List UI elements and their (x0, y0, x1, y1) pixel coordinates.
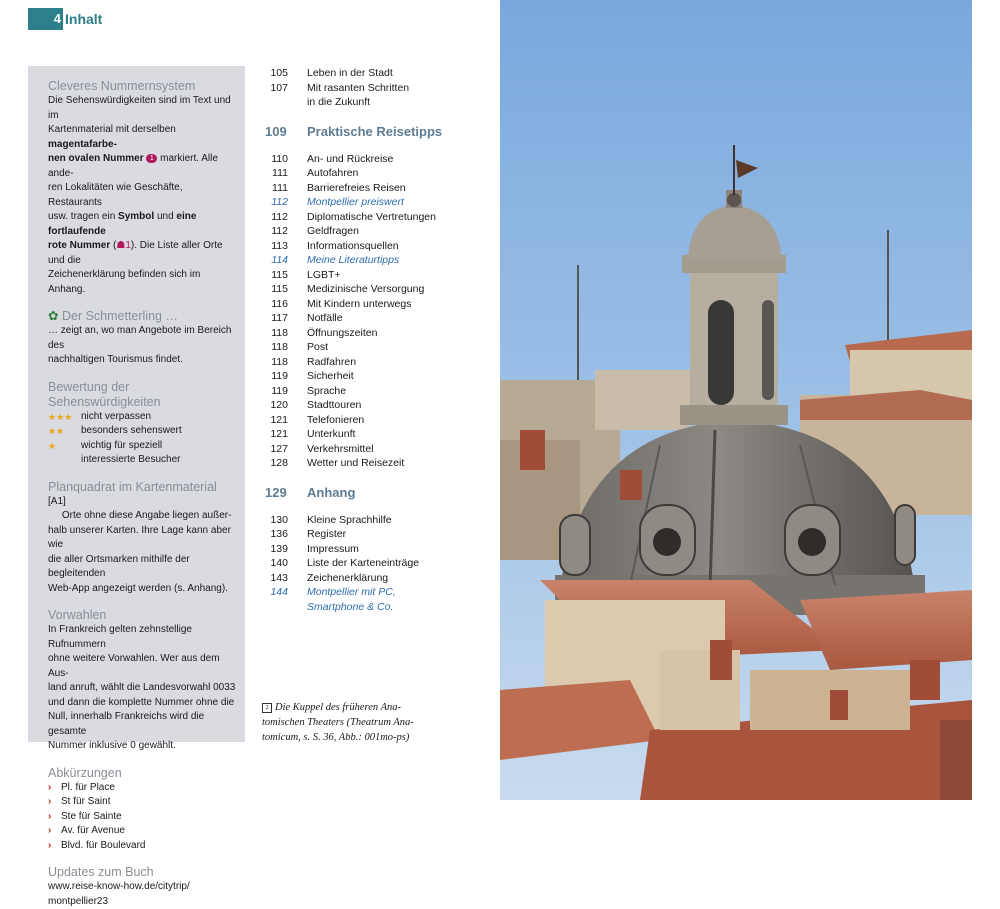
text-line: … zeigt an, wo man Angebote im Bereich des (48, 325, 232, 351)
abbreviation-item (48, 810, 239, 825)
toc-title: Autofahren (307, 167, 359, 179)
url-line[interactable]: montpellier23 (48, 895, 109, 907)
text-line: Kartenmaterial mit derselben (48, 124, 176, 135)
toc-title: Mit Kindern unterwegs (307, 297, 412, 310)
star-icon: ★★ (48, 426, 65, 436)
grid-ref-label: [A1] (48, 495, 66, 507)
schmetterling-heading (48, 309, 239, 324)
toc-title: Montpellier mit PC, (307, 586, 396, 598)
toc-entry[interactable] (262, 413, 482, 428)
toc-page: 130 (270, 513, 288, 526)
toc-section-page: 129 (265, 484, 287, 500)
rating-row (48, 410, 239, 425)
rating-label: interessierte Besucher (81, 454, 181, 465)
dome-photo-illustration (500, 0, 972, 800)
toc-entry[interactable] (262, 311, 482, 326)
page-title: Inhalt (65, 11, 103, 27)
star-icon: ★★★ (48, 411, 73, 422)
toc-list-reisetipps (262, 152, 482, 471)
toc-page: 121 (270, 413, 288, 426)
toc-title: Unterkunft (307, 428, 356, 440)
toc-entry[interactable] (262, 326, 482, 341)
toc-entry[interactable] (262, 340, 482, 355)
text-line: und (154, 211, 177, 222)
abbreviation-text: Av. für Avenue (61, 825, 125, 836)
toc-entry[interactable] (262, 66, 482, 81)
planquadrat-section (48, 480, 239, 597)
toc-page: 143 (270, 571, 288, 584)
toc-page: 139 (270, 542, 288, 555)
text-line: und dann die komplette Nummer ohne die (48, 696, 235, 708)
text-bold: nen ovalen Nummer (48, 153, 147, 164)
toc-page: 118 (271, 341, 288, 353)
bewertung-heading (48, 380, 239, 410)
red-number-icon: ☗ (116, 240, 126, 251)
heading-text: Bewertung der (48, 379, 130, 394)
toc-entry[interactable] (262, 585, 482, 600)
photo-caption (262, 700, 467, 745)
planquadrat-heading: Planquadrat im Kartenmaterial (48, 479, 217, 494)
toc-page: 127 (270, 442, 288, 455)
toc-page: 115 (271, 268, 288, 281)
text-line: Die Sehenswürdigkeiten sind im Text und im (48, 95, 231, 121)
text-line: Web-App angezeigt werden (s. Anhang). (48, 582, 228, 594)
abbreviation-text: Ste für Sainte (61, 810, 122, 822)
toc-title: Verkehrsmittel (307, 442, 374, 455)
toc-page: 107 (270, 81, 288, 94)
schmetterling-section (48, 309, 239, 368)
toc-entry[interactable] (262, 95, 482, 110)
abbreviation-item (48, 839, 239, 854)
toc-section-heading[interactable] (262, 122, 482, 142)
toc-page: 114 (271, 254, 288, 266)
toc-entry[interactable] (262, 152, 482, 167)
toc-title: Wetter und Reisezeit (307, 457, 405, 469)
text-line: Nummer inklusive 0 gewählt. (48, 740, 176, 751)
text-line: nachhaltigen Tourismus findet. (48, 354, 183, 365)
toc-title: Stadttouren (307, 399, 362, 411)
toc-title: Mit rasanten Schritten (307, 81, 410, 94)
rating-row (48, 453, 239, 468)
toc-entry[interactable] (262, 369, 482, 384)
nummernsystem-text (48, 94, 239, 297)
vorwahlen-text (48, 623, 239, 754)
toc-page: 110 (271, 152, 288, 165)
toc-entry[interactable] (262, 268, 482, 283)
bewertung-section (48, 380, 239, 468)
toc-page: 140 (270, 557, 288, 569)
toc-entry[interactable] (262, 456, 482, 471)
toc-section-title: Praktische Reisetipps (307, 123, 443, 139)
abkuerzungen-section (48, 766, 239, 854)
toc-page: 111 (272, 167, 288, 179)
text-line: land anruft, wählt die Landesvorwahl 0033 (48, 682, 236, 693)
text-line: markiert. Alle ande- (48, 153, 218, 179)
nummernsystem-heading: Cleveres Nummernsystem (48, 79, 196, 93)
chevron-right-icon: › (48, 839, 52, 851)
toc-title: Sprache (307, 384, 347, 397)
abbreviation-text: Pl. für Place (61, 781, 115, 793)
text-bold: Symbol (118, 211, 155, 222)
dome-photo (500, 0, 972, 800)
toc-title: Geldfragen (307, 225, 359, 237)
toc-title: Post (307, 341, 329, 353)
toc-entry[interactable] (262, 239, 482, 254)
updates-heading: Updates zum Buch (48, 865, 154, 879)
toc-title: Öffnungszeiten (307, 326, 378, 339)
toc-title: An- und Rückreise (307, 152, 394, 165)
toc-entry[interactable] (262, 181, 482, 196)
rating-row (48, 424, 239, 439)
toc-title: Liste der Karteneinträge (307, 557, 420, 569)
abbreviation-text: St für Saint (61, 796, 111, 807)
text-line: halb unserer Karten. Ihre Lage kann aber wie (48, 524, 231, 550)
toc-title: Register (307, 528, 347, 540)
text-line: ohne weitere Vorwahlen. Wer aus dem Aus- (48, 653, 220, 679)
info-sidebar (28, 66, 245, 907)
rating-row (48, 439, 239, 454)
toc-page: 111 (272, 181, 288, 194)
toc-page: 118 (271, 326, 288, 339)
text-bold: eine fortlaufende (48, 211, 197, 237)
butterfly-icon: ✿ (48, 309, 59, 323)
abbreviation-text: Blvd. für Boulevard (61, 839, 146, 851)
text-line: Null, innerhalb Frankreichs wird die gesamte (48, 711, 205, 737)
rating-label: wichtig für speziell (81, 439, 163, 451)
toc-title: Meine Literaturtipps (307, 254, 400, 266)
toc-title: Sicherheit (307, 370, 354, 382)
toc-page: 136 (270, 528, 288, 540)
rating-label: besonders sehenswert (81, 425, 182, 436)
abkuerzungen-heading: Abkürzungen (48, 765, 122, 780)
caption-line: tomischen Theaters (Theatrum Ana- (262, 717, 414, 728)
planquadrat-text (48, 495, 239, 597)
toc-title: Radfahren (307, 355, 357, 368)
toc-page: 116 (271, 297, 288, 310)
toc-page: 120 (270, 399, 288, 411)
caption-line: tomicum, s. S. 36, Abb.: 001mo-ps) (262, 732, 410, 743)
text-line: ren Lokalitäten wie Geschäfte, Restaurants (48, 182, 183, 208)
toc-page: 118 (271, 355, 288, 368)
toc-entry[interactable] (262, 427, 482, 442)
nummernsystem-section (48, 79, 239, 297)
toc-page: 121 (270, 428, 288, 440)
schmetterling-text (48, 324, 239, 368)
toc-page: 119 (271, 370, 288, 382)
toc-list-anhang (262, 513, 482, 615)
toc-title: Telefonieren (307, 413, 365, 426)
url-line[interactable]: www.reise-know-how.de/citytrip/ (48, 881, 190, 892)
toc-page: 144 (270, 586, 288, 598)
toc-entry[interactable] (262, 355, 482, 370)
text-bold: magentafarbe- (48, 138, 117, 150)
magenta-number-badge: 1 (146, 154, 157, 163)
rating-label: nicht verpassen (81, 410, 152, 422)
text-line: usw. tragen ein (48, 211, 119, 222)
text-line: ). Die Liste aller Orte und die (48, 240, 223, 266)
caption-line: Die Kuppel des früheren Ana- (275, 702, 401, 713)
page-number: 4 (28, 8, 63, 30)
table-of-contents (262, 66, 482, 614)
text-line: ( (110, 240, 117, 251)
toc-entry[interactable] (262, 297, 482, 312)
toc-title: Medizinische Versorgung (307, 283, 425, 295)
abbreviation-item (48, 795, 239, 810)
abbreviation-item (48, 824, 239, 839)
abbreviation-item (48, 781, 239, 796)
text-line: Zeichenerklärung befinden sich im Anhang. (48, 269, 201, 295)
updates-link[interactable] (48, 880, 239, 909)
chevron-right-icon: › (48, 796, 52, 807)
toc-title: LGBT+ (307, 268, 341, 281)
text-line: die aller Ortsmarken mithilfe der begleitenden (48, 553, 190, 579)
vorwahlen-heading: Vorwahlen (48, 608, 107, 622)
toc-entry[interactable] (262, 282, 482, 297)
toc-title: Montpellier preiswert (307, 196, 404, 208)
toc-page: 112 (271, 225, 288, 237)
toc-entry[interactable] (262, 571, 482, 586)
red-number: 1 (125, 240, 131, 251)
toc-title: in die Zukunft (307, 96, 371, 108)
text-line: In Frankreich gelten zehnstellige Rufnummern (48, 624, 192, 650)
toc-entry[interactable] (262, 195, 482, 210)
star-icon (48, 453, 81, 468)
toc-page: 128 (270, 457, 288, 469)
toc-entry[interactable] (262, 600, 482, 615)
toc-entry[interactable] (262, 513, 482, 528)
toc-page: 115 (271, 283, 288, 295)
toc-page: 117 (271, 312, 288, 324)
star-icon: ★ (48, 440, 57, 451)
toc-entry[interactable] (262, 81, 482, 96)
vorwahlen-section (48, 608, 239, 754)
toc-title: Notfälle (307, 312, 343, 324)
toc-entry[interactable] (262, 442, 482, 457)
chevron-right-icon: › (48, 781, 52, 793)
toc-title: Kleine Sprachhilfe (307, 513, 392, 526)
toc-entry[interactable] (262, 556, 482, 571)
chevron-right-icon: › (48, 825, 52, 836)
heading-text: Sehenswürdigkeiten (48, 394, 161, 409)
heading-text: Der Schmetterling … (61, 309, 178, 323)
toc-page: 112 (271, 210, 288, 223)
toc-title: Impressum (307, 542, 359, 555)
updates-section (48, 865, 239, 909)
toc-page: 105 (270, 67, 288, 79)
toc-entry[interactable] (262, 384, 482, 399)
toc-title: Barrierefreies Reisen (307, 181, 406, 194)
toc-entry[interactable] (262, 166, 482, 181)
toc-title: Diplomatische Vertretungen (307, 210, 436, 223)
toc-entry[interactable] (262, 224, 482, 239)
toc-section-page: 109 (265, 123, 287, 139)
toc-title: Zeichenerklärung (307, 571, 389, 584)
toc-entry[interactable] (262, 210, 482, 225)
toc-title: Smartphone & Co. (307, 600, 394, 613)
toc-title: Leben in der Stadt (307, 67, 393, 79)
toc-title: Informationsquellen (307, 239, 399, 252)
toc-entry[interactable] (262, 253, 482, 268)
toc-entry[interactable] (262, 398, 482, 413)
text-line: Orte ohne diese Angabe liegen außer- (48, 510, 232, 521)
chevron-right-icon: › (48, 810, 52, 822)
toc-section-heading[interactable] (262, 483, 482, 503)
toc-section-title: Anhang (307, 484, 356, 500)
toc-page: 112 (271, 196, 288, 208)
text-bold: rote Nummer (48, 240, 111, 251)
toc-page: 113 (271, 239, 288, 252)
toc-entry[interactable] (262, 527, 482, 542)
toc-entry[interactable] (262, 542, 482, 557)
toc-page: 119 (271, 384, 288, 397)
photo-ref-icon: 2 (262, 703, 272, 713)
